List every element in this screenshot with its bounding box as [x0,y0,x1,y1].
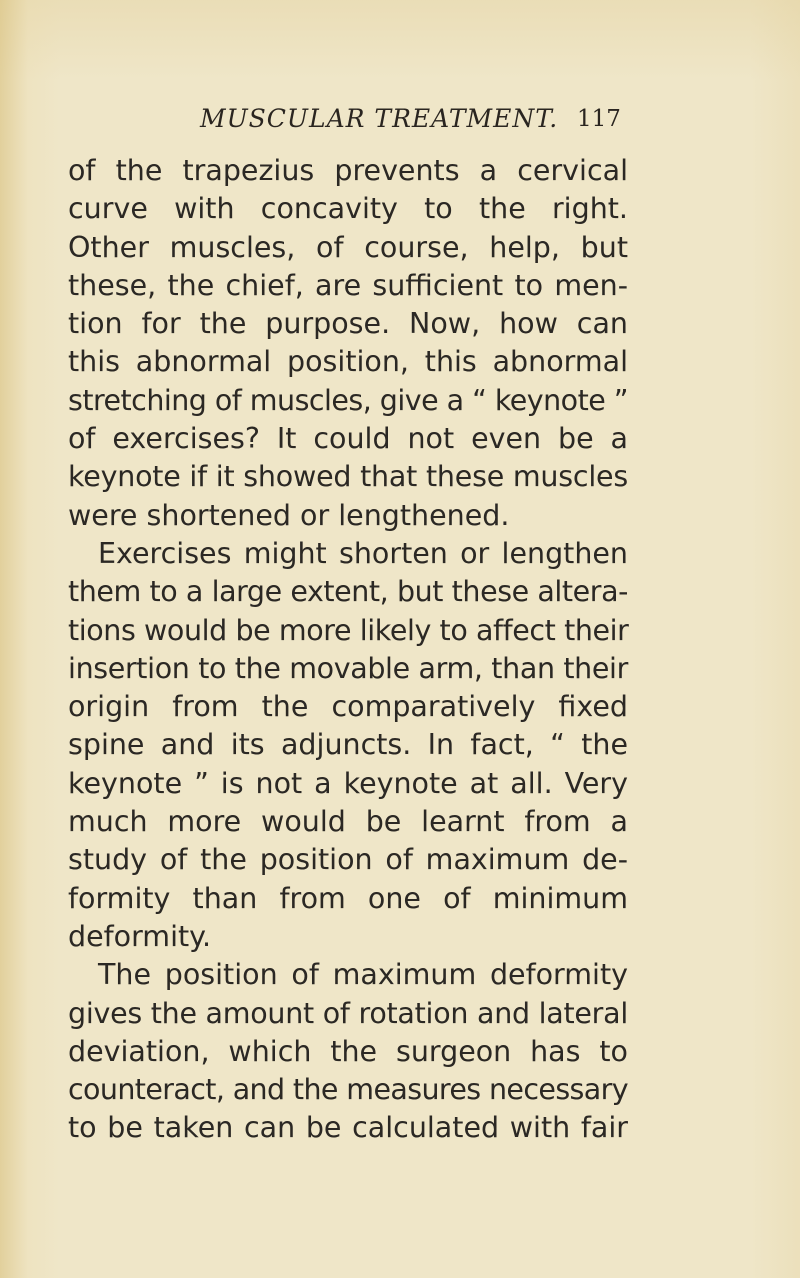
text-line: keynote if it showed that these muscles [68,460,628,494]
text-line: The position of maximum deformity [98,958,628,992]
text-line: Exercises might shorten or lengthen [98,536,628,570]
text-line: were shortened or lengthened. [68,498,510,532]
text-line: tions would be more likely to affect their [68,613,629,647]
text-line: insertion to the movable arm, than their [68,651,628,685]
text-line: curve with concavity to the right. [68,192,628,226]
text-line: spine and its adjuncts. In fact, “ the [68,728,628,762]
text-line: tion for the purpose. Now, how can [68,307,628,341]
page-number: 117 [577,106,621,132]
text-line: stretching of muscles, give a “ keynote ” [68,383,628,417]
running-head [0,104,800,144]
body-text [68,152,628,1148]
running-title: MUSCULAR TREATMENT. [200,104,559,133]
text-line: study of the position of maximum de- [68,843,628,877]
text-line: deviation, which the surgeon has to [68,1034,628,1068]
text-line: formity than from one of minimum [68,881,628,915]
text-line: them to a large extent, but these altera- [68,575,628,609]
text-line: of the trapezius prevents a cervical [68,154,628,187]
text-line: origin from the comparatively fixed [68,690,628,724]
text-line: of exercises? It could not even be a [68,422,628,456]
text-line: keynote ” is not a keynote at all. Very [68,766,628,800]
text-line: deformity. [68,919,212,953]
text-line: this abnormal position, this abnormal [68,345,628,379]
text-line: counteract, and the measures necessary [68,1073,628,1107]
text-line: gives the amount of rotation and lateral [68,996,628,1030]
text-line: Other muscles, of course, help, but [68,230,628,264]
text-line: these, the chief, are sufficient to men- [68,268,628,302]
text-line: much more would be learnt from a [68,805,628,839]
text-line: to be taken can be calculated with fair [68,1111,628,1145]
